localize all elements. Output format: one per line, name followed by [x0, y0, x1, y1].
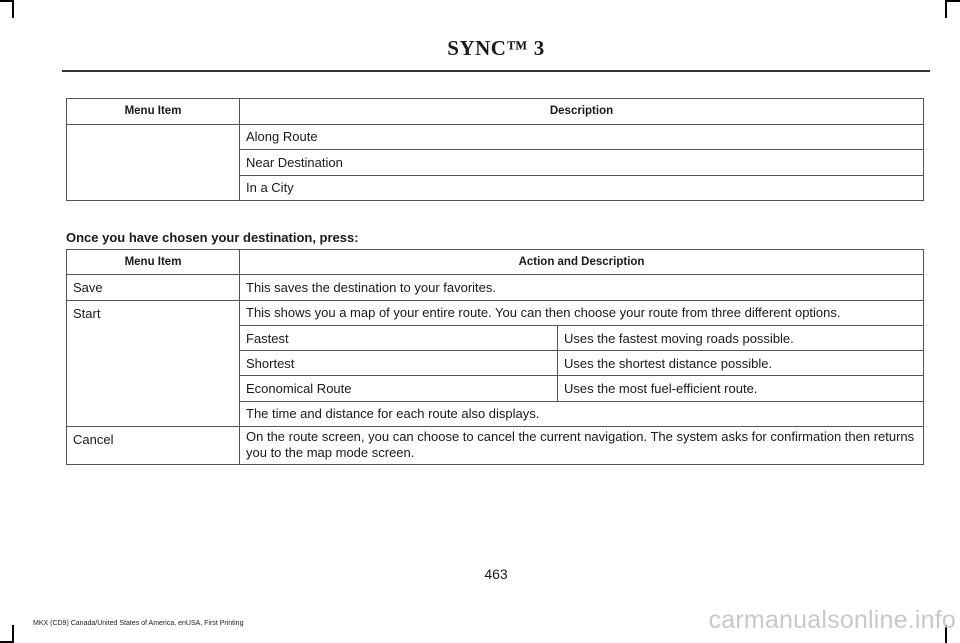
table-header-row [67, 250, 924, 275]
menu-item-cell: Cancel [67, 427, 240, 465]
description-cell: This shows you a map of your entire route. You can then choose your route from three different options. [240, 300, 924, 325]
description-cell: On the route screen, you can choose to cancel the current navigation. The system asks for confirmation then returns you to the map mode screen. [240, 427, 924, 465]
option-description-cell: Uses the most fuel-efficient route. [558, 376, 924, 401]
column-header: Description [240, 99, 924, 125]
page-number: 463 [484, 566, 508, 582]
column-header: Action and Description [240, 250, 924, 275]
description-cell: This saves the destination to your favorites. [240, 275, 924, 300]
menu-item-cell: Save [67, 275, 240, 300]
table-cell: Near Destination [240, 150, 924, 176]
crop-mark [12, 0, 14, 18]
watermark: carmanualsonline.info [708, 606, 956, 634]
option-description-cell: Uses the shortest distance possible. [558, 351, 924, 376]
page-title: SYNC™ 3 [447, 36, 545, 60]
table-row [67, 427, 924, 465]
title-divider [62, 70, 930, 72]
crop-mark [945, 0, 947, 18]
table-cell: Along Route [240, 124, 924, 150]
destination-actions-table [66, 249, 924, 465]
table-row [67, 275, 924, 300]
menu-item-cell: Start [67, 300, 240, 426]
column-header: Menu Item [67, 99, 240, 125]
table-cell: In a City [240, 175, 924, 201]
section-intro: Once you have chosen your destination, press: [66, 230, 359, 245]
table-header-row [67, 99, 924, 125]
option-description-cell: Uses the fastest moving roads possible. [558, 325, 924, 350]
crop-mark [946, 0, 960, 2]
option-name-cell: Shortest [240, 351, 558, 376]
description-cell: The time and distance for each route also displays. [240, 401, 924, 426]
column-header: Menu Item [67, 250, 240, 275]
empty-cell [67, 124, 240, 201]
option-name-cell: Fastest [240, 325, 558, 350]
option-name-cell: Economical Route [240, 376, 558, 401]
footer-note: MKX (CD9) Canada/United States of America, enUSA, First Printing [33, 620, 244, 627]
table-row [67, 124, 924, 150]
table-row [67, 300, 924, 325]
destination-menu-table [66, 98, 924, 201]
